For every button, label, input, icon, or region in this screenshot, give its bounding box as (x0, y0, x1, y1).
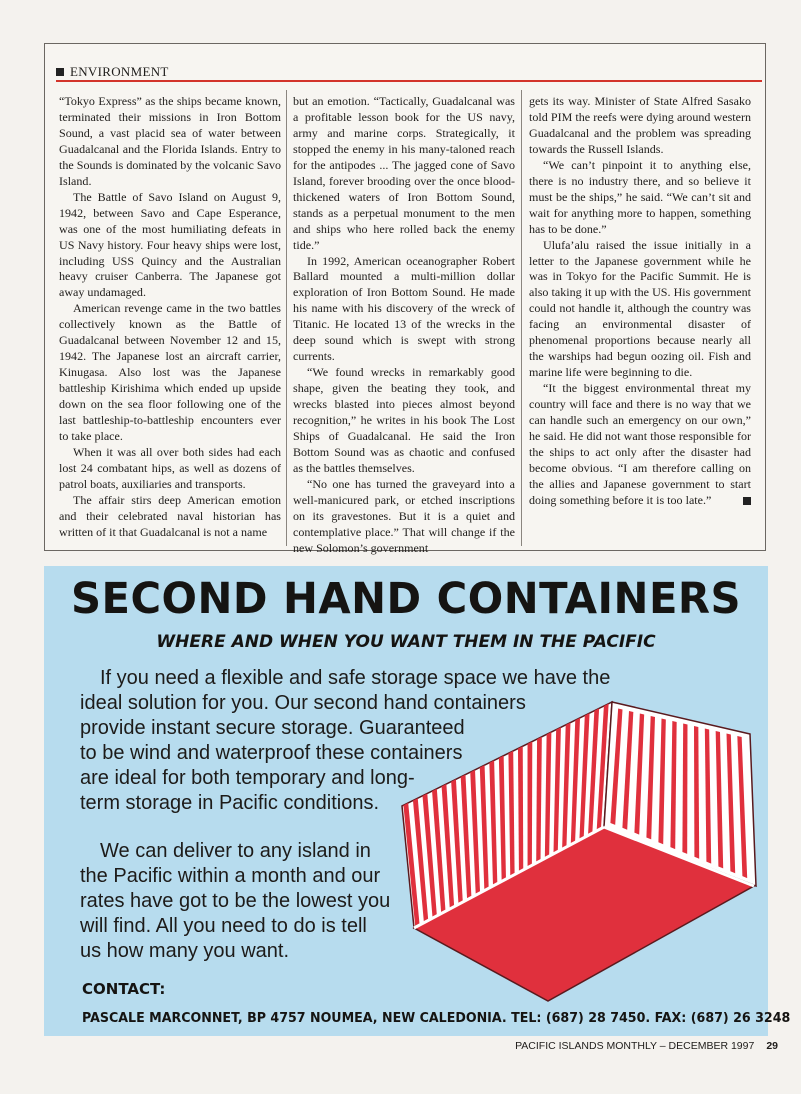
paragraph: gets its way. Minister of State Alfred Sasako told PIM the reefs were dying around western Guadalcanal and the problem was spreading towards the Russell Islands. (529, 94, 751, 156)
ad-body-paragraph-1 (80, 666, 640, 816)
contact-label: CONTACT: (82, 980, 166, 998)
page-footer (490, 1040, 778, 1052)
ad-line: ideal solution for you. Our second hand containers (80, 692, 526, 714)
paragraph: “We can’t pinpoint it to anything else, there is no industry there, and so believe it must be the ships,” he said. “We can’t sit and wait for anything more to happen, something has to be done.” (529, 157, 751, 236)
ad-line: term storage in Pacific conditions. (80, 792, 380, 814)
column-divider (286, 90, 287, 546)
paragraph (529, 381, 751, 509)
contact-details: PASCALE MARCONNET, BP 4757 NOUMEA, NEW CALEDONIA. TEL: (687) 28 7450. FAX: (687) 26 3248 (82, 1010, 791, 1026)
ad-body-paragraph-2 (80, 839, 410, 964)
ad-line: are ideal for both temporary and long- (80, 767, 415, 789)
paragraph: American revenge came in the two battles collectively known as the Battle of Guadalcanal between November 12 and 15, 1942. The Japanese lost an aircraft carrier, Kinugasa. Also lost was the Japanese battleship Kirishima which ended up upside down on the sea floor following one of the last battleship-to-battleship encounters ever to take place. (59, 301, 281, 444)
article-column-2 (293, 94, 515, 557)
ad-line: rates have got to be the lowest you (80, 890, 391, 912)
section-rule (56, 80, 762, 82)
ad-line: We can deliver to any island in (100, 840, 371, 862)
ad-subtitle: WHERE AND WHEN YOU WANT THEM IN THE PACIFIC (156, 632, 656, 652)
paragraph-text: “It the biggest environmental threat my country will face and there is no way that we can handle such an emergency on our own,” he said. He did not want those responsible for the ships to act only after the disaster had become obvious. “I am therefore calling on the allies and Japanese government to start doing something before it is too late.” (529, 381, 751, 507)
publication-line: PACIFIC ISLANDS MONTHLY – DECEMBER 1997 (515, 1040, 755, 1052)
column-divider (521, 90, 522, 546)
ad-title: SECOND HAND CONTAINERS (70, 574, 742, 624)
section-bullet (56, 68, 64, 76)
ad-line: to be wind and waterproof these containers (80, 742, 463, 764)
paragraph: but an emotion. “Tactically, Guadalcanal was a profitable lesson book for the US navy, army and marine corps. Strategically, it stopped the enemy in his many-taloned reach for the antipodes ... The jagged cone of Savo Island, forever brooding over the once blood-thickened waters of Iron Bottom Sound, stands as a perpetual monument to the men and ships who here rolled back the enemy tide.” (293, 94, 515, 252)
paragraph: In 1992, American oceanographer Robert Ballard mounted a multi-million dollar exploration of Iron Bottom Sound. He made his name with his discovery of the wreck of Titanic. He located 13 of the wrecks in the deep sound which is swept with strong currents. (293, 253, 515, 364)
container-end-rib (694, 726, 699, 859)
article-column-1 (59, 94, 281, 541)
paragraph: “Tokyo Express” as the ships became known, terminated their missions in Iron Bottom Sound, a vast placid sea of water between Guadalcanal and the Florida Islands. Entry to the Sounds is dominated by the volcanic Savo Island. (59, 94, 281, 188)
ad-line: will find. All you need to do is tell (80, 915, 367, 937)
paragraph: “No one has turned the graveyard into a well-manicured park, or etched inscriptions on its gravestones. But it is a quiet and contemplative place.” That will change if the new Solomon’s government (293, 476, 515, 555)
end-mark (743, 497, 751, 505)
container-advertisement (44, 566, 791, 1036)
section-heading (56, 64, 169, 80)
page-number: 29 (766, 1040, 778, 1052)
paragraph: Ulufa’alu raised the issue initially in a letter to the Japanese government while he was in Tokyo for the Pacific Summit. He is also taking it up with the US. His government could not handle it, although the country was facing an environmental disaster of phenomenal proportions because nearly all the warships had begun oozing oil. Fish and marine life were beginning to die. (529, 237, 751, 380)
ad-line: If you need a flexible and safe storage space we have the (100, 667, 611, 689)
paragraph: When it was all over both sides had each lost 24 combatant hips, as well as dozens of patrol boats, auxiliaries and transports. (59, 444, 281, 491)
ad-line: us how many you want. (80, 940, 289, 962)
article-column-3 (529, 94, 751, 509)
paragraph: The affair stirs deep American emotion and their celebrated naval historian has written of it that Guadalcanal is not a name (59, 492, 281, 539)
ad-line: the Pacific within a month and our (80, 865, 381, 887)
section-label: ENVIRONMENT (70, 64, 169, 79)
paragraph: The Battle of Savo Island on August 9, 1942, between Savo and Cape Esperance, was one of the most humiliating defeats in US Navy history. Four heavy ships were lost, including USS Quincy and the Australian heavy cruiser Canberra. The Japanese got away undamaged. (59, 189, 281, 300)
container-end-rib (682, 724, 687, 854)
paragraph: “We found wrecks in remarkably good shape, given the beating they took, and wrecks blasted into pieces almost beyond recognition,” he writes in his book The Lost Ships of Guadalcanal. He said the Iron Bottom Sound was as chaotic and confused as the battles themselves. (293, 365, 515, 475)
ad-line: provide instant secure storage. Guaranteed (80, 717, 465, 739)
